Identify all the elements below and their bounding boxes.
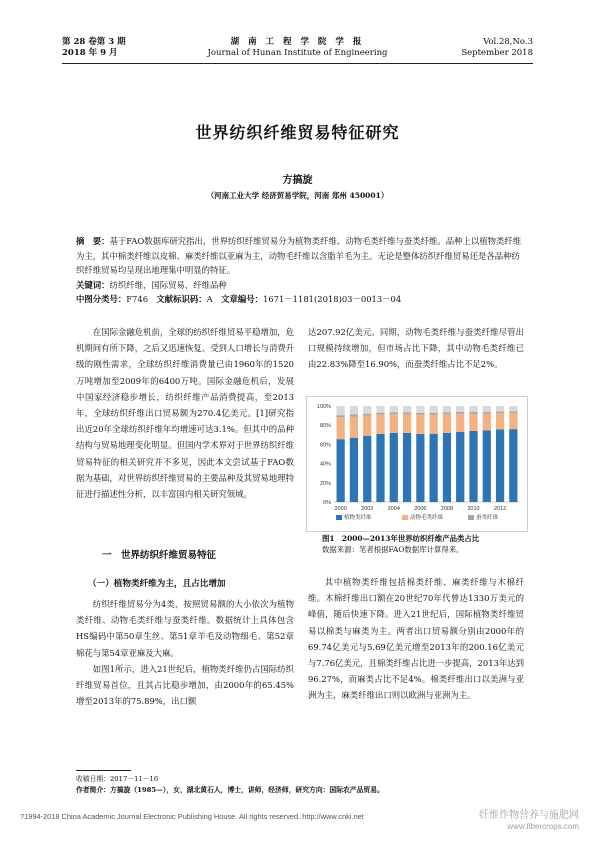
abstract-block — [76, 234, 524, 307]
bar-remainder — [403, 406, 411, 412]
left-column-body — [76, 596, 294, 709]
bar-segment — [509, 411, 517, 413]
figure-1-stacked-bar-chart — [306, 396, 528, 532]
bar-segment — [363, 436, 371, 502]
bar-segment — [416, 413, 424, 415]
bar-remainder — [390, 406, 398, 412]
y-tick-label: 0% — [323, 500, 331, 506]
running-header-right — [461, 37, 533, 59]
section-heading: 一 世界纺织纤维贸易特征 — [102, 550, 217, 561]
bar-segment — [390, 433, 398, 502]
bar-segment — [496, 413, 504, 429]
bar-segment — [496, 412, 504, 414]
bar-segment — [416, 415, 424, 434]
bar-segment — [337, 415, 345, 417]
x-tick-label: 2012 — [493, 506, 507, 512]
article-number-value: 1671－1181(2018)03－0013－04 — [262, 294, 402, 305]
bar-segment — [430, 415, 438, 434]
figure-source: 数据来源：笔者根据FAO数据库计算得来。 — [322, 545, 464, 554]
footnote-author-bio: 作者简介：方搞旋（1985—），女，湖北黄石人，博士，讲师，经济师，研究方向：国际农产品贸易。 — [76, 786, 384, 794]
body-paragraph: 纺织纤维贸易分为4类，按照贸易额的大小依次为植物类纤维、动物毛类纤维与蚕类纤维。数据统计上具体包含HS编码中第50章生丝、第51章羊毛及动物细毛、第52章棉花与第54章亚麻及大麻。 — [76, 599, 294, 658]
bar-segment — [496, 430, 504, 502]
watermark — [479, 810, 579, 832]
bar-remainder — [469, 406, 477, 412]
bar-segment — [469, 431, 477, 502]
bar-segment — [430, 434, 438, 502]
bar-remainder — [509, 406, 517, 411]
bar-segment — [403, 412, 411, 414]
volume-issue-cn: 第 28 卷第 3 期 — [62, 37, 126, 47]
clc-value: F746 — [126, 294, 149, 305]
abstract-label: 摘 要： — [76, 236, 110, 246]
bar-segment — [363, 416, 371, 436]
bar-segment — [403, 433, 411, 502]
bar-remainder — [416, 406, 424, 413]
bar-segment — [443, 414, 451, 433]
paper-title: 世界纺织纤维贸易特征研究 — [195, 123, 400, 142]
body-paragraph: 达207.92亿美元。同期，动物毛类纤维与蚕类纤维尽管出口规模持续增加，但市场占比下降，其中动物毛类纤维已由22.83%降至16.90%，而蚕类纤维占比不足2%。 — [308, 327, 524, 370]
keywords-label: 关键词： — [76, 279, 110, 290]
y-tick-label: 100% — [316, 404, 331, 410]
bar-remainder — [350, 406, 358, 415]
bar-segment — [469, 412, 477, 414]
x-tick-label: 2000 — [334, 506, 347, 512]
bar-segment — [483, 414, 491, 431]
abstract-paragraph — [76, 234, 524, 278]
bar-segment — [483, 430, 491, 502]
bar-segment — [376, 415, 384, 434]
y-tick-label: 80% — [319, 423, 331, 430]
bar-segment — [430, 413, 438, 415]
abstract-text: 基于FAO数据库研究指出，世界纺织纤维贸易分为植物类纤维、动物毛类纤维与蚕类纤维。品种上以植物类纤维为主，其中棉类纤维以皮棉、麻类纤维以亚麻为主，动物毛纤维以含脂羊毛为主。无论是整体纺织纤维贸易还是各品种纺织纤维贸易均呈现出地理集中明显的特征。 — [76, 236, 522, 276]
bar-segment — [350, 415, 358, 417]
x-tick-label: 2004 — [387, 506, 400, 512]
x-tick-label: 2002 — [361, 506, 374, 512]
y-tick-label: 40% — [319, 461, 331, 468]
volume-issue-en: Vol.28,No.3 — [483, 37, 533, 47]
header-rule — [62, 63, 533, 64]
left-column-intro — [76, 324, 294, 502]
bar-segment — [509, 429, 517, 502]
footnote-rule — [76, 770, 131, 771]
bar-segment — [416, 434, 424, 502]
figure-caption: 图1 2000—2013年世界纺织纤维产品类占比 — [322, 534, 480, 543]
bar-segment — [376, 434, 384, 502]
x-tick-label: 2010 — [467, 506, 480, 512]
bar-segment — [443, 433, 451, 502]
x-tick-label: 2008 — [440, 506, 454, 512]
bar-remainder — [430, 406, 438, 413]
bar-segment — [456, 412, 464, 414]
author-name: 方搞旋 — [282, 175, 313, 186]
right-column-bottom — [308, 574, 524, 704]
bar-remainder — [337, 406, 345, 415]
bar-segment — [509, 413, 517, 429]
journal-name-en: Journal of Hunan Institute of Engineering — [207, 48, 388, 58]
journal-name-cn: 湖 南 工 程 学 院 学 报 — [230, 37, 365, 47]
legend-swatch — [468, 515, 474, 520]
clc-label: 中图分类号： — [76, 294, 127, 305]
intro-paragraph: 在国际金融危机前，全球的纺织纤维贸易平稳增加，危机期间有所下降，之后又迅速恢复。受到人口增长与消费升级的刚性需求，全球纺织纤维消费量已由1960年的1520万吨增加至2009年的6400万吨。国际金融危机后，发展中国家经济稳步增长，纺织纤维产品消费提高，至2013年，全球纺织纤维出口贸易额为270.4亿美元。[1]研究指出近20年全球纺织纤维年均增速可达3.1%。但其中的品种结构与贸易地理变化明显。但国内学术界对于世界纺织纤维贸易特征的相关研究并不多见，因此本文尝试基于FAO数据为基础，对世界纺织纤维贸易的主要品种及其贸易地理特征进行描述性分析，以丰富国内相关研究领域。 — [76, 327, 294, 500]
bar-remainder — [483, 406, 491, 412]
bar-segment — [403, 414, 411, 433]
bar-segment — [390, 412, 398, 414]
bar-segment — [390, 414, 398, 433]
x-tick-label: 2006 — [414, 506, 427, 512]
doc-code-value: A — [206, 294, 213, 305]
doc-code-label: 文献标识码： — [156, 294, 207, 305]
bar-remainder — [456, 406, 464, 412]
watermark-text: 纤维作物营养与施肥网 — [479, 810, 579, 821]
body-paragraph: 如图1所示，进入21世纪后，植物类纤维仍占国际纺织纤维贸易首位，且其占比稳步增加，由2000年的65.45%增至2013年的75.89%，出口额 — [76, 663, 294, 707]
bar-segment — [376, 413, 384, 415]
date-en: September 2018 — [461, 48, 533, 58]
y-tick-label: 60% — [319, 442, 331, 449]
legend-label: 动物毛类纤维 — [410, 515, 444, 521]
subsection-heading: （一）植物类纤维为主，且占比增加 — [88, 579, 226, 589]
figure-caption-block — [322, 533, 522, 555]
keywords-line — [76, 278, 524, 293]
article-number-label: 文章编号： — [221, 294, 263, 305]
y-tick-label: 20% — [319, 480, 331, 487]
bar-segment — [456, 414, 464, 432]
bar-segment — [469, 414, 477, 431]
classification-line — [76, 292, 524, 307]
bar-segment — [337, 439, 345, 502]
bar-segment — [443, 412, 451, 414]
legend-label: 植物类纤维 — [344, 515, 372, 521]
right-column-top — [308, 324, 524, 373]
body-paragraph: 其中植物类纤维包括棉类纤维、麻类纤维与木棉纤维。木棉纤维出口额在20世纪70年代曾达1330万美元的峰值，随后快速下降。进入21世纪后，国际植物类纤维贸易以棉类与麻类为主。两者出口贸易额分别由2000年的69.74亿美元与5.69亿美元增至2013年的200.16亿美元与7.76亿美元，且棉类纤维占比进一步提高，2013年达到96.27%，而麻类占比不足4%。棉类纤维出口以美洲与亚洲为主，麻类纤维出口则以欧洲与亚洲为主。 — [308, 577, 524, 701]
legend-label: 蚕类纤维 — [476, 515, 499, 521]
bar-remainder — [443, 406, 451, 412]
bar-remainder — [496, 406, 504, 412]
legend-swatch — [402, 515, 408, 520]
bar-remainder — [363, 406, 371, 414]
keywords-text: 纺织纤维，国际贸易，纤维品种 — [109, 279, 227, 290]
footnote-received: 收稿日期：2017－11－16 — [76, 775, 159, 783]
bar-segment — [350, 417, 358, 438]
legend-swatch — [336, 515, 342, 520]
bar-remainder — [376, 406, 384, 413]
copyright-footer: ?1994-2018 China Academic Journal Electronic Publishing House. All rights reserved. http://www.cnki.net — [20, 812, 364, 821]
bar-segment — [363, 414, 371, 416]
bar-segment — [456, 432, 464, 502]
bar-segment — [350, 438, 358, 502]
bar-segment — [337, 417, 345, 439]
author-affiliation: （河南工业大学 经济贸易学院，河南 郑州 450001） — [206, 191, 389, 200]
watermark-url: www.fibercrops.com — [507, 822, 579, 831]
bar-segment — [483, 412, 491, 414]
date-cn: 2018 年 9 月 — [62, 48, 118, 58]
